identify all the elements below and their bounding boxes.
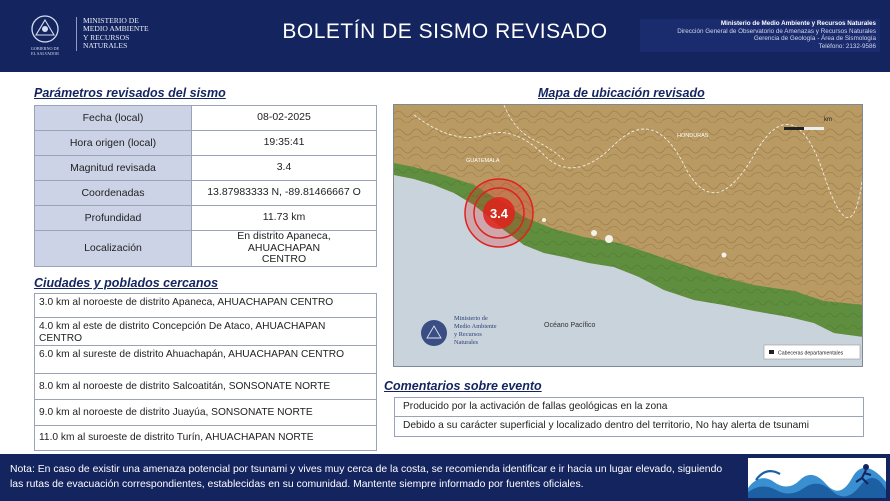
param-label: Hora origen (local)	[35, 131, 192, 156]
logo-seal-icon	[421, 320, 447, 346]
table-row	[35, 106, 377, 131]
list-item: Producido por la activación de fallas geológicas en la zona	[395, 398, 863, 417]
country-label: HONDURAS	[677, 133, 709, 139]
logo-line: y Recursos	[454, 331, 482, 338]
param-value: 11.73 km	[192, 206, 377, 231]
param-value: 19:35:41	[192, 131, 377, 156]
param-label: Profundidad	[35, 206, 192, 231]
parameters-title: Parámetros revisados del sismo	[34, 86, 226, 100]
logo-line: Ministerio de	[454, 315, 488, 322]
param-value: 13.87983333 N, -89.81466667 O	[192, 181, 377, 206]
map-title: Mapa de ubicación revisado	[538, 86, 705, 100]
logo-line: Naturales	[454, 339, 479, 346]
parameters-table	[34, 105, 377, 267]
tsunami-route-icon	[748, 458, 886, 498]
ministry-line: Y RECURSOS	[83, 32, 130, 42]
table-row	[35, 206, 377, 231]
param-label: Coordenadas	[35, 181, 192, 206]
param-value: 08-02-2025	[192, 106, 377, 131]
ministry-line: NATURALES	[83, 41, 128, 51]
tsunami-note: Nota: En caso de existir una amenaza potencial por tsunami y vives muy cerca de la costa, se recomienda identificar e ir hacia un lugar elevado, siguiendo las rutas de evacuación correspondientes, establecidas en su comunidad. Mantente siempre informado por fuentes oficiales.	[10, 464, 723, 490]
header-contact-line: Dirección General de Observatorio de Amenazas y Recursos Naturales	[677, 27, 876, 35]
ministry-line: MINISTERIO DE	[83, 16, 139, 25]
ocean-label: Océano Pacífico	[544, 322, 596, 329]
comments-list	[394, 397, 864, 437]
logo-line: Medio Ambiente	[454, 323, 497, 330]
comments-title: Comentarios sobre evento	[384, 379, 542, 393]
city-marker	[542, 218, 546, 222]
list-item: Debido a su carácter superficial y localizado dentro del territorio, No hay alerta de tsunami	[403, 420, 810, 431]
ministry-name	[76, 17, 166, 51]
map-graphic	[394, 105, 863, 367]
header-contact-line: Teléfono: 2132-9586	[818, 42, 876, 50]
header-banner	[0, 0, 890, 72]
table-row	[35, 231, 377, 267]
header-contact-block	[640, 19, 880, 52]
footer-banner	[0, 454, 890, 501]
city-marker	[722, 253, 727, 258]
city-marker	[605, 235, 613, 243]
cities-title: Ciudades y poblados cercanos	[34, 276, 219, 290]
legend-label: Cabeceras departamentales	[778, 350, 844, 357]
param-value: 3.4	[192, 156, 377, 181]
header-contact-line: Gerencia de Geología - Área de Sismología	[753, 35, 876, 43]
scale-label: km	[824, 117, 832, 123]
param-value: En distrito Apaneca, AHUACHAPAN CENTRO	[192, 231, 377, 267]
list-item: 4.0 km al este de distrito Concepción De Ataco, AHUACHAPAN CENTRO	[35, 318, 376, 346]
table-row	[35, 156, 377, 181]
table-row	[35, 131, 377, 156]
cities-list	[34, 293, 377, 451]
table-row	[35, 181, 377, 206]
list-item: 3.0 km al noroeste de distrito Apaneca, AHUACHAPAN CENTRO	[35, 294, 376, 318]
ministry-line: MEDIO AMBIENTE	[83, 24, 149, 34]
param-label: Magnitud revisada	[35, 156, 192, 181]
header-contact-line: Ministerio de Medio Ambiente y Recursos Naturales	[720, 20, 876, 27]
legend-symbol-icon	[769, 350, 774, 354]
seal-caption-2: EL SALVADOR	[31, 51, 59, 56]
list-item: 6.0 km al sureste de distrito Ahuachapán, AHUACHAPAN CENTRO	[35, 346, 376, 374]
list-item: 9.0 km al noroeste de distrito Juayúa, SONSONATE NORTE	[35, 400, 376, 426]
list-item: 8.0 km al noroeste de distrito Salcoatitán, SONSONATE NORTE	[35, 374, 376, 400]
seal-caption-1: GOBIERNO DE	[30, 46, 60, 51]
runner-head-icon	[863, 464, 869, 470]
magnitude-label: 3.4	[489, 206, 509, 221]
list-item: 11.0 km al suroeste de distrito Turín, AHUACHAPAN NORTE	[39, 432, 314, 443]
param-label: Localización	[35, 231, 192, 267]
scale-bar-segment	[804, 127, 824, 130]
map-legend	[764, 345, 860, 359]
city-marker	[591, 230, 597, 236]
country-label: GUATEMALA	[466, 158, 500, 164]
param-label: Fecha (local)	[35, 106, 192, 131]
bulletin-title: BOLETÍN DE SISMO REVISADO	[282, 20, 608, 43]
national-seal-icon	[22, 12, 68, 58]
location-map	[393, 104, 863, 367]
